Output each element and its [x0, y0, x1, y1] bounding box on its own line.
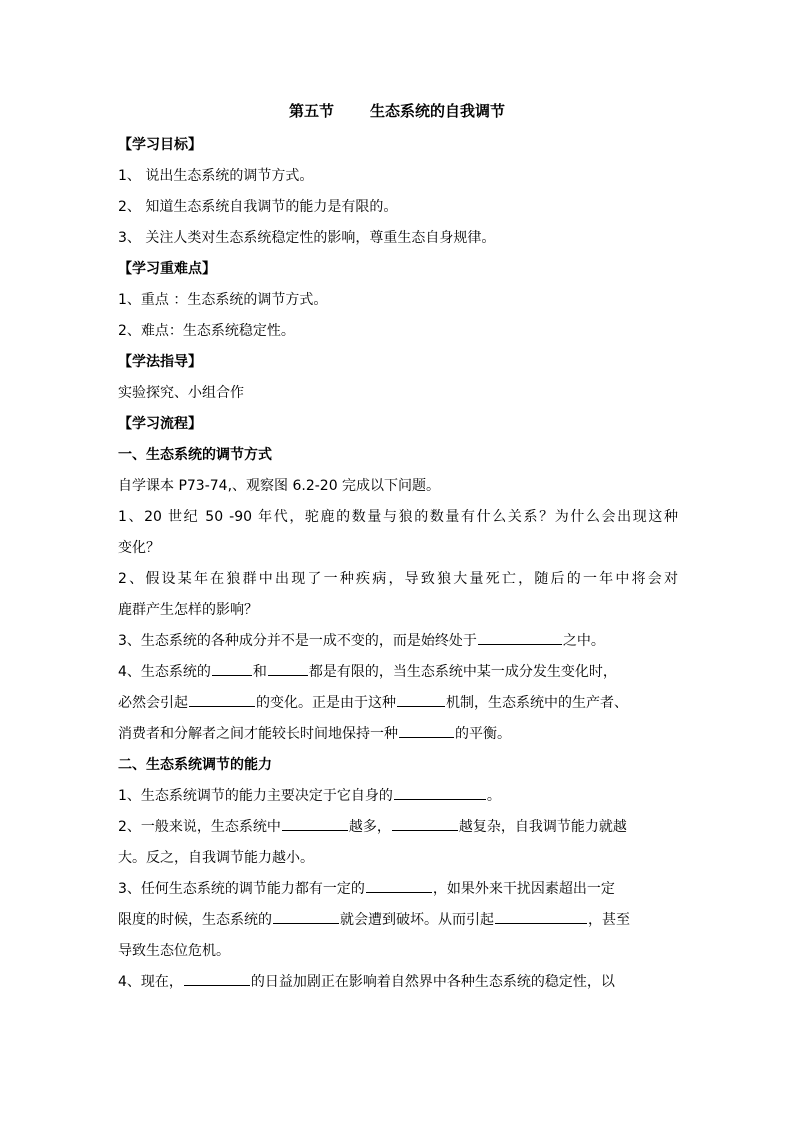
objective-item: 3、 关注人类对生态系统稳定性的影响，尊重生态自身规律。	[118, 230, 496, 246]
text-segment: 消费者和分解者之间才能较长时间地保持一种	[118, 726, 398, 742]
text-segment: 就会遭到破坏。从而引起	[340, 912, 494, 928]
section-name: 生态系统的自我调节	[370, 102, 506, 120]
fill-blank[interactable]	[366, 878, 432, 893]
part2-question-4	[118, 967, 678, 998]
part1-question-3	[118, 626, 678, 657]
part1-intro: 自学课本 P73-74,、观察图 6.2-20 完成以下问题。	[118, 478, 441, 494]
part2-question-1	[118, 781, 678, 812]
fill-blank[interactable]	[184, 971, 250, 986]
keypoint-item: 2、难点：生态系统稳定性。	[118, 323, 295, 339]
page-title	[0, 100, 794, 122]
text-segment: ，甚至	[588, 912, 630, 928]
text-segment: 3、任何生态系统的调节能力都有一定的	[118, 881, 365, 897]
fill-blank[interactable]	[189, 692, 255, 707]
part1-question-1-cont: 变化？	[118, 540, 160, 556]
fill-blank[interactable]	[268, 661, 308, 676]
fill-blank[interactable]	[282, 816, 348, 831]
text-segment: 。	[486, 788, 501, 804]
part1-question-4-cont	[118, 719, 678, 750]
part2-question-2	[118, 812, 678, 843]
part2-heading: 二、生态系统调节的能力	[118, 757, 272, 773]
fill-blank[interactable]	[397, 692, 445, 707]
part1-question-2-cont: 鹿群产生怎样的影响？	[118, 602, 258, 618]
fill-blank[interactable]	[478, 630, 562, 645]
part1-question-1: 1、20 世纪 50 -90 年代，驼鹿的数量与狼的数量有什么关系？为什么会出现这种	[118, 509, 678, 525]
text-segment: ，如果外来干扰因素超出一定	[432, 881, 615, 897]
text-segment: 必然会引起	[118, 695, 188, 711]
text-segment: 4、生态系统的	[118, 664, 211, 680]
text-segment: 越复杂，自我调节能力就越	[458, 819, 627, 835]
text-segment: 3、生态系统的各种成分并不是一成不变的，而是始终处于	[118, 633, 477, 649]
text-segment: 越多，	[348, 819, 391, 835]
method-text: 实验探究、小组合作	[118, 385, 244, 401]
fill-blank[interactable]	[392, 816, 458, 831]
process-heading: 【学习流程】	[118, 416, 202, 432]
objectives-heading: 【学习目标】	[118, 137, 202, 153]
text-segment: 的日益加剧正在影响着自然界中各种生态系统的稳定性，以	[250, 974, 615, 990]
part2-question-2-cont: 大。反之，自我调节能力越小。	[118, 850, 314, 866]
part1-heading: 一、生态系统的调节方式	[118, 447, 272, 463]
part1-question-4-cont	[118, 688, 678, 719]
text-segment: 和	[252, 664, 267, 680]
text-segment: 1、生态系统调节的能力主要决定于它自身的	[118, 788, 393, 804]
part1-question-4	[118, 657, 678, 688]
fill-blank[interactable]	[394, 785, 486, 800]
fill-blank[interactable]	[399, 723, 454, 738]
fill-blank[interactable]	[212, 661, 252, 676]
text-segment: 限度的时候，生态系统的	[118, 912, 272, 928]
part1-question-2: 2、假设某年在狼群中出现了一种疾病，导致狼大量死亡，随后的一年中将会对	[118, 571, 678, 587]
section-number: 第五节	[288, 102, 334, 120]
objective-item: 1、 说出生态系统的调节方式。	[118, 168, 314, 184]
text-segment: 的平衡。	[455, 726, 511, 742]
fill-blank[interactable]	[495, 909, 587, 924]
keypoints-heading: 【学习重难点】	[118, 261, 216, 277]
text-segment: 的变化。正是由于这种	[256, 695, 396, 711]
part2-question-3	[118, 874, 678, 905]
text-segment: 之中。	[562, 633, 605, 649]
text-segment: 2、一般来说，生态系统中	[118, 819, 281, 835]
keypoint-item: 1、重点 ：生态系统的调节方式。	[118, 292, 328, 308]
text-segment: 都是有限的，当生态系统中某一成分发生变化时，	[308, 664, 617, 680]
text-segment: 机制，生态系统中的生产者、	[446, 695, 628, 711]
part2-question-3-cont	[118, 905, 678, 936]
objective-item: 2、 知道生态系统自我调节的能力是有限的。	[118, 199, 398, 215]
method-heading: 【学法指导】	[118, 354, 202, 370]
text-segment: 4、现在，	[118, 974, 183, 990]
document-body	[118, 130, 678, 998]
part2-question-3-cont: 导致生态位危机。	[118, 943, 230, 959]
fill-blank[interactable]	[273, 909, 339, 924]
